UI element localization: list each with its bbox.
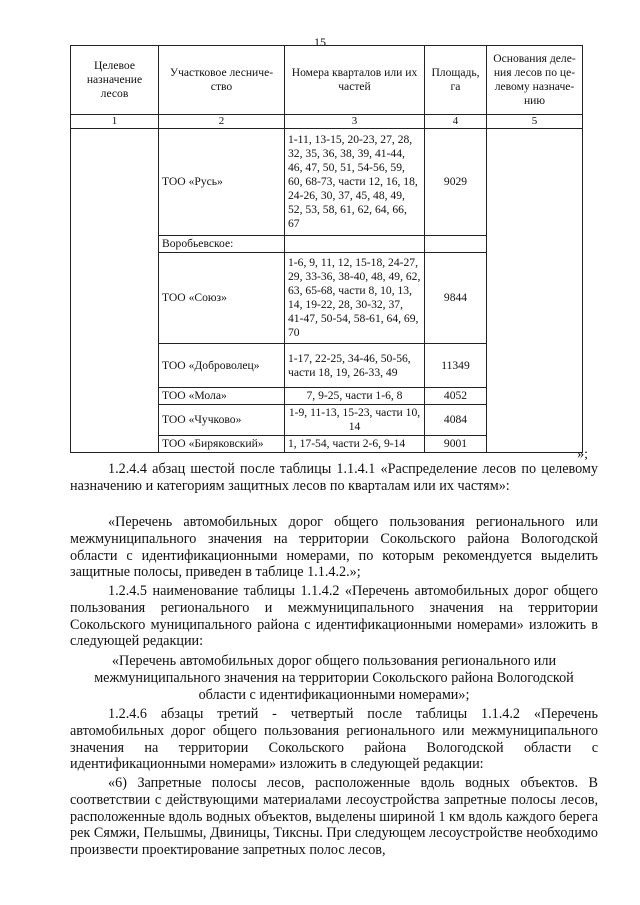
col-number: 3 [285,115,425,129]
area-cell: 9001 [425,436,487,453]
table-row [71,129,583,236]
table-header-row [71,46,583,115]
basis-cell [487,129,583,453]
table-closing-mark: »; [577,447,588,462]
quarters-cell: 1-11, 13-15, 20-23, 27, 28, 32, 35, 36, 38, 39, 41-44, 46, 47, 50, 51, 54-56, 59, 60, 68-73, части 12, 16, 18, 24-26, 30, 37, 45, 48, 49, 52, 53, 58, 61, 62, 64, 66, 67 [285,129,425,236]
forestry-cell: ТОО «Чучково» [159,405,285,436]
paragraph-quote-6: «6) Запретные полосы лесов, расположенные вдоль водных объектов. В соответствии с действующими материалами лесоустройства запретные полосы лесов, расположенные вдоль водных объектов, выделены шириной 1 км вдоль каждого берега рек Сямжи, Пельшмы, Двиницы, Тиксны. При следующем лесоустройстве необходимо произвести проектирование запретных полос лесов, [70,775,598,859]
section-label: Воробьевское: [159,236,285,253]
paragraph-1-2-4-6: 1.2.4.6 абзацы третий - четвертый после таблицы 1.1.4.2 «Перечень автомобильных дорог общего пользования регионального или межмуниципального значения на территории Сокольского района Вологодской области с идентификационными номерами» изложить в следующей редакции: [70,706,598,773]
quarters-cell: 1, 17-54, части 2-6, 9-14 [285,436,425,453]
area-cell: 4084 [425,405,487,436]
area-cell: 11349 [425,344,487,388]
quarters-cell: 1-9, 11-13, 15-23, части 10, 14 [285,405,425,436]
column-number-row [71,115,583,129]
forestry-cell: ТОО «Союз» [159,253,285,344]
header-purpose: Целевое назначение лесов [71,46,159,115]
forestry-cell: ТОО «Доброволец» [159,344,285,388]
purpose-cell [71,129,159,453]
header-forestry: Участковое лесниче-ство [159,46,285,115]
page-number: 15 [314,35,326,49]
forestry-cell: ТОО «Русь» [159,129,285,236]
area-cell: 9844 [425,253,487,344]
quarters-cell: 1-17, 22-25, 34-46, 50-56, части 18, 19, 26-33, 49 [285,344,425,388]
forest-distribution-table [70,45,583,453]
area-cell: 4052 [425,388,487,405]
area-cell: 9029 [425,129,487,236]
forestry-cell: ТОО «Мола» [159,388,285,405]
paragraph-1-2-4-4: 1.2.4.4 абзац шестой после таблицы 1.1.4.1 «Распределение лесов по целевому назначению и категориям защитных лесов по кварталам или их частям»: [70,461,598,494]
header-quarters: Номера кварталов или их частей [285,46,425,115]
paragraph-quote-1: «Перечень автомобильных дорог общего пользования регионального или межмуниципального значения на территории Сокольского района Вологодской области с идентификационными номерами, по которым рекомендуется выделить защитные полосы, приведен в таблице 1.1.4.2.»; [70,514,598,581]
forestry-cell: ТОО «Биряковский» [159,436,285,453]
header-basis: Основания деле-ния лесов по це-левому назначе-нию [487,46,583,115]
col-number: 4 [425,115,487,129]
col-number: 5 [487,115,583,129]
paragraph-1-2-4-5: 1.2.4.5 наименование таблицы 1.1.4.2 «Перечень автомобильных дорог общего пользования регионального и межмуниципального значения на территории Сокольского муниципального района с идентификационными номерами» изложить в следующей редакции: [70,583,598,650]
col-number: 2 [159,115,285,129]
quarters-cell [285,236,425,253]
col-number: 1 [71,115,159,129]
quarters-cell: 7, 9-25, части 1-6, 8 [285,388,425,405]
header-area: Площадь, га [425,46,487,115]
quarters-cell: 1-6, 9, 11, 12, 15-18, 24-27, 29, 33-36, 38-40, 48, 49, 62, 63, 65-68, части 8, 10, 13, 14, 19-22, 28, 30-32, 37, 41-47, 50-54, 58-61, 64, 69, 70 [285,253,425,344]
paragraph-quote-title: «Перечень автомобильных дорог общего пользования регионального или межмуниципального значения на территории Сокольского района Вологодской области с идентификационными номерами»; [94,653,574,703]
area-cell [425,236,487,253]
